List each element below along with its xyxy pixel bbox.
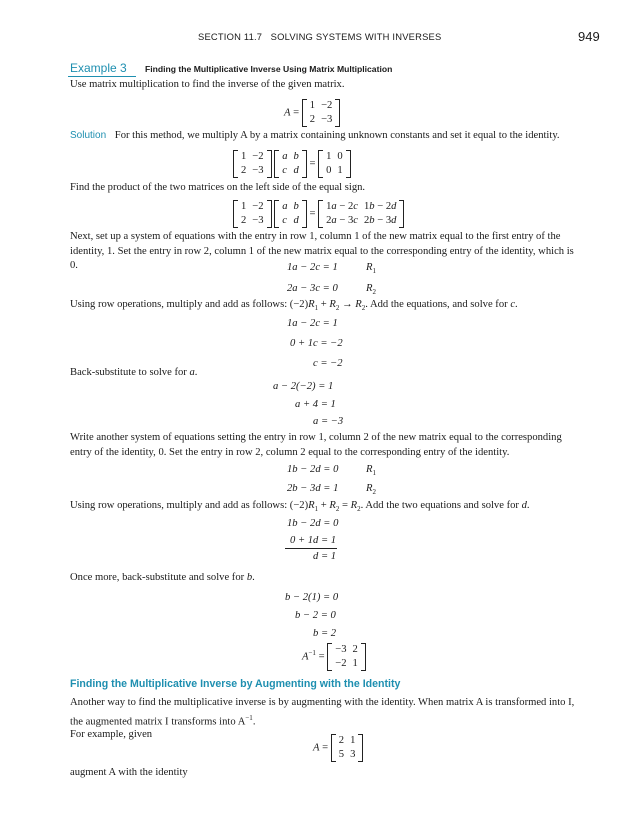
example-intro: Use matrix multiplication to find the inverse of the given matrix. <box>70 79 345 90</box>
page-number: 949 <box>578 29 600 44</box>
equation-step-c: c = −2 <box>313 358 343 369</box>
identity-matrix: 1 0 0 1 <box>318 150 351 178</box>
equation-step-1: 1a − 2c = 1 <box>287 318 338 329</box>
inverse-matrix: −3 2 −2 1 <box>327 643 366 671</box>
matrix-a: 1 −2 2 −3 <box>302 99 341 127</box>
matrix-unknowns-2: a b c d <box>274 200 307 228</box>
section2-text1: Another way to find the multiplicative inverse is by augmenting with the identity. When matrix A is transformed into I, the augmented matrix I transforms into A <box>70 697 575 728</box>
paragraph-back-sub-b: Once more, back-substitute and solve for b. <box>70 572 255 583</box>
equation-d-step-1: 1b − 2d = 0 <box>287 518 339 529</box>
matrix-unknowns: a b c d <box>274 150 307 178</box>
row-ops-text-a: Using row operations, multiply and add as follows: (−2) <box>70 299 309 310</box>
back-sub-text: Back-substitute to solve for <box>70 367 187 378</box>
row-label-r1-b: $R_1$ <box>366 464 376 478</box>
row-ops-2-text-b: . Add the two equations and solve for <box>360 500 519 511</box>
matrix-a-left-2: 1 −2 2 −3 <box>233 200 272 228</box>
section2-augment: augment A with the identity <box>70 767 188 778</box>
solution-text: For this method, we multiply A by a matrix containing unknown constants and set it equal to the identity. <box>114 130 560 141</box>
paragraph-back-sub-a: Back-substitute to solve for a. <box>70 367 198 378</box>
matrix-a-equation: A = 1 −2 2 −3 <box>284 99 340 127</box>
equation-r1-a: 1a − 2c = 1 <box>287 262 338 273</box>
matrix-a-left: 1 −2 2 −3 <box>233 150 272 178</box>
inverse-equation: $A^{-1}$ = −3 2 −2 1 <box>302 643 366 671</box>
example-underline <box>68 76 136 77</box>
paragraph-row-ops-1: Using row operations, multiply and add as follows: $(-2)R_1 + R_2 \to R_2$. Add the equations, and solve for c. <box>70 299 518 313</box>
equation-r1-b: 1b − 2d = 0 <box>287 464 339 475</box>
header-title: SOLVING SYSTEMS WITH INVERSES <box>270 31 442 42</box>
running-header <box>198 31 441 42</box>
row-ops-text-b: . Add the equations, and solve for <box>365 299 508 310</box>
equation-a-step-1: a − 2(−2) = 1 <box>273 381 334 392</box>
paragraph-system-1: Next, set up a system of equations with the entry in row 1, column 1 of the new matrix equal to the first entry of the identity, 1. Set the entry in row 2, column 1 of the new matrix equal to the corresponding entry of the identity, which is 0. <box>70 231 574 272</box>
equation-b-result: b = 2 <box>313 628 337 639</box>
section-heading: Finding the Multiplicative Inverse by Augmenting with the Identity <box>70 678 401 690</box>
solution-paragraph <box>70 129 580 144</box>
paragraph-system-2: Write another system of equations setting the entry in row 1, column 2 of the new matrix equal to the corresponding entry of the identity, 0. Set the entry in row 2, column 2 equal to the corresponding entry of the identity. <box>70 432 562 458</box>
equation-a-result: a = −3 <box>313 416 344 427</box>
product-expanded-equation: 1 −2 2 −3 a b c d = 1a − 2c 1b − 2d 2a − 3c 2b − 3d <box>233 200 404 228</box>
example-title: Finding the Multiplicative Inverse Using Matrix Multiplication <box>145 64 393 74</box>
row-ops-2-text-a: Using row operations, multiply and add as follows: (−2) <box>70 500 309 511</box>
equation-d-result: d = 1 <box>313 551 337 562</box>
row-label-r1: $R_1$ <box>366 262 376 276</box>
equation-a-step-2: a + 4 = 1 <box>295 399 336 410</box>
section2-for-example: For example, given <box>70 729 153 740</box>
equation-r2-a: 2a − 3c = 0 <box>287 283 338 294</box>
example-label: Example 3 <box>70 61 127 75</box>
product-matrix: 1a − 2c 1b − 2d 2a − 3c 2b − 3d <box>318 200 404 228</box>
product-identity-equation: 1 −2 2 −3 a b c d = 1 0 0 1 <box>233 150 351 178</box>
equation-b-step-2: b − 2 = 0 <box>295 610 336 621</box>
solution-label: Solution <box>70 130 107 141</box>
row-label-r2: $R_2$ <box>366 283 376 297</box>
back-sub-b-text: Once more, back-substitute and solve for <box>70 572 245 583</box>
equation-d-step-2: 0 + 1d = 1 <box>290 535 337 546</box>
header-section: SECTION 11.7 <box>198 31 263 42</box>
example-matrix-equation: A = 2 1 5 3 <box>313 734 363 762</box>
example-matrix: 2 1 5 3 <box>331 734 364 762</box>
equation-step-2: 0 + 1c = −2 <box>290 338 343 349</box>
paragraph-row-ops-2: Using row operations, multiply and add as follows: $(-2)R_1 + R_2 = R_2$. Add the two equations and solve for d. <box>70 500 530 514</box>
equation-r2-b: 2b − 3d = 1 <box>287 483 339 494</box>
row-label-r2-b: $R_2$ <box>366 483 376 497</box>
sum-line <box>285 548 337 549</box>
section2-paragraph: Another way to find the multiplicative inverse is by augmenting with the identity. When matrix A is transformed into I, the augmented matrix I transforms into $A^{-1}$. <box>70 697 575 728</box>
equation-b-step-1: b − 2(1) = 0 <box>285 592 339 603</box>
paragraph-product: Find the product of the two matrices on the left side of the equal sign. <box>70 182 366 193</box>
